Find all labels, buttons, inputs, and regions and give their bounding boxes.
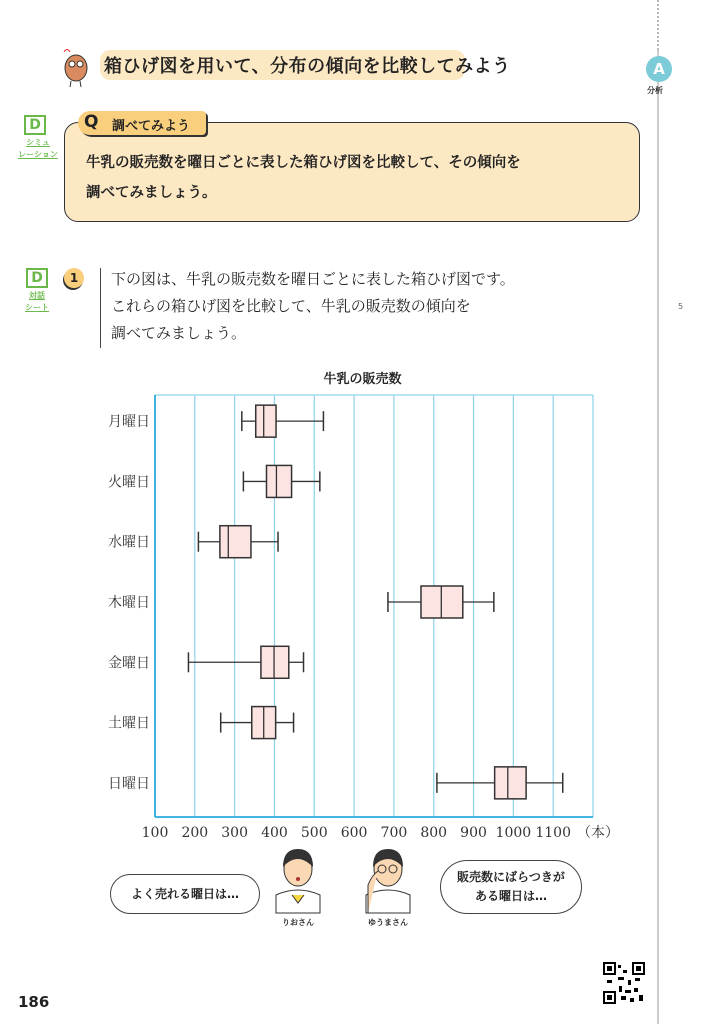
line-number: 5 (678, 302, 684, 311)
x-axis-unit-label: （本） (577, 825, 619, 841)
question-tag-label: 調べてみよう (112, 119, 191, 134)
x-tick-label: 1000 (495, 825, 532, 841)
student-rio-illustration (270, 845, 326, 915)
category-label: 月曜日 (108, 414, 150, 431)
label-line: シミュ (26, 138, 50, 147)
category-label: 日曜日 (108, 775, 150, 792)
x-tick-label: 400 (261, 825, 288, 841)
x-tick-label: 700 (380, 825, 408, 841)
page-title: 箱ひげ図を用いて、分布の傾向を比較してみよう (104, 56, 511, 77)
box (261, 646, 289, 678)
x-tick-label: 800 (420, 825, 448, 841)
x-tick-label: 1100 (535, 825, 572, 841)
label-line: シート (25, 303, 49, 312)
x-tick-label: 200 (181, 825, 209, 841)
question-tag-q: Q (84, 112, 99, 132)
box (256, 405, 276, 437)
label-line: レーション (18, 150, 58, 159)
category-label: 木曜日 (108, 595, 150, 611)
page-number: 186 (18, 993, 50, 1011)
box (220, 526, 251, 558)
task-line: 下の図は、牛乳の販売数を曜日ごとに表した箱ひげ図です。 (111, 270, 515, 288)
chart-title: 牛乳の販売数 (323, 372, 402, 387)
question-line: 牛乳の販売数を曜日ごとに表した箱ひげ図を比較して、その傾向を (86, 155, 521, 171)
d-icon: D (26, 268, 48, 288)
category-label: 火曜日 (108, 474, 150, 491)
category-label: 水曜日 (108, 534, 150, 551)
bubble-text: 販売数にばらつきが (457, 870, 565, 884)
task-line: これらの箱ひげ図を比較して、牛乳の販売数の傾向を (111, 297, 471, 315)
person-name: ゆうまさん (368, 918, 408, 927)
label-line: 対話 (29, 291, 45, 300)
left-speech-bubble (110, 874, 260, 914)
category-label: 土曜日 (108, 715, 150, 732)
box (495, 767, 526, 799)
x-tick-label: 300 (221, 825, 249, 841)
right-speech-bubble (440, 860, 582, 914)
section-badge[interactable]: A (646, 56, 672, 82)
x-tick-label: 900 (460, 825, 487, 841)
d-icon: D (24, 115, 46, 135)
question-line: 調べてみましょう。 (86, 185, 217, 201)
person-name: りおさん (282, 918, 314, 927)
task-number: 1 (64, 268, 84, 288)
task-line: 調べてみましょう。 (111, 324, 247, 342)
box (266, 465, 291, 497)
bubble-text: よく売れる曜日は… (130, 886, 239, 901)
x-tick-label: 500 (300, 825, 328, 841)
student-yuma-illustration (360, 845, 416, 915)
section-label: 分析 (647, 86, 663, 95)
bubble-text: ある曜日は… (474, 889, 547, 903)
x-tick-label: 600 (340, 825, 368, 841)
qr-code-icon[interactable] (603, 962, 645, 1004)
x-tick-label: 100 (141, 825, 169, 841)
category-label: 金曜日 (108, 655, 150, 672)
